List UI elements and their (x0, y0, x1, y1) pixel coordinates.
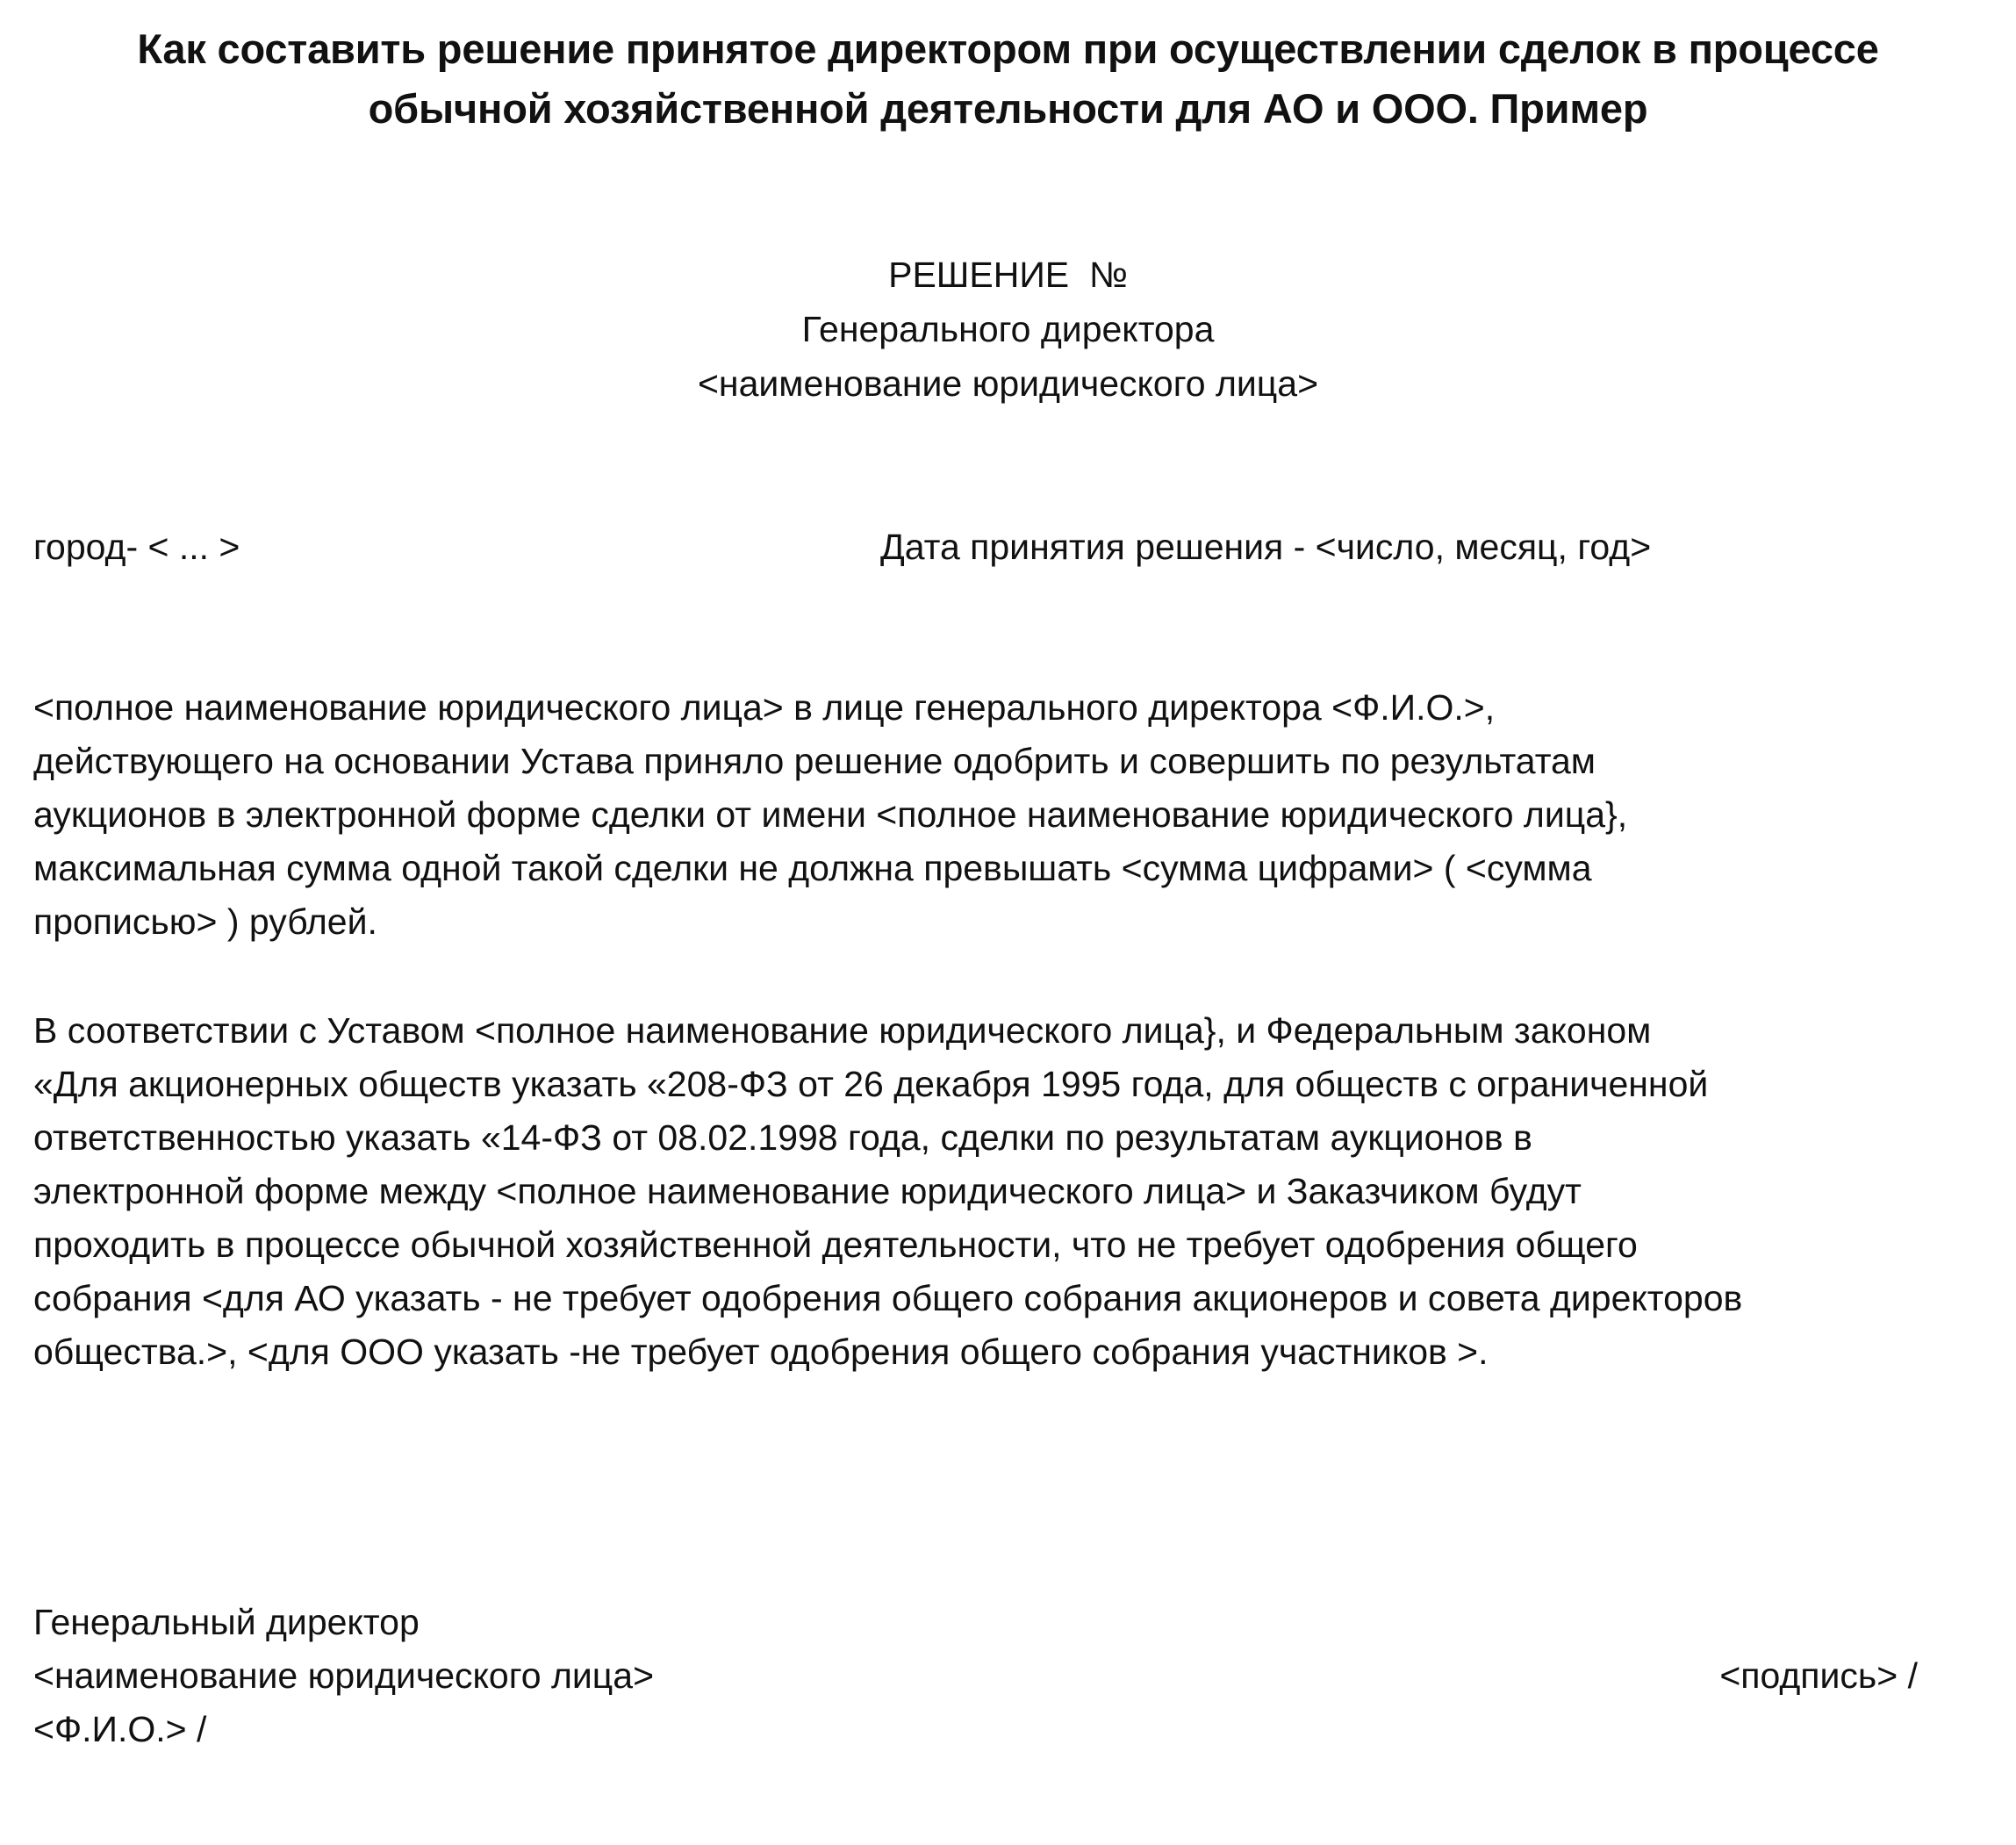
paragraph-line: ответственностью указать «14-ФЗ от 08.02.1998 года, сделки по результатам аукционов в (33, 1117, 1532, 1158)
signature-block (33, 1596, 654, 1756)
signature-name: <Ф.И.О.> / (33, 1709, 207, 1749)
signature-entity: <наименование юридического лица> (33, 1655, 655, 1696)
paragraph-line: собрания <для АО указать - не требует одобрения общего собрания акционеров и совета директоров (33, 1278, 1743, 1318)
paragraph-decision (33, 681, 1991, 949)
paragraph-line: прописью> ) рублей. (33, 901, 377, 942)
signature-placeholder: <подпись> / (1719, 1655, 1918, 1696)
document-title (0, 19, 2016, 139)
title-line: Как составить решение принятое директором при осуществлении сделок в процессе (137, 25, 1879, 72)
decision-date-field: Дата принятия решения - <число, месяц, год> (880, 527, 1652, 567)
decision-heading (0, 248, 2016, 411)
paragraph-line: «Для акционерных обществ указать «208-ФЗ от 26 декабря 1995 года, для обществ с ограниченной (33, 1064, 1709, 1104)
paragraph-line: аукционов в электронной форме сделки от имени <полное наименование юридического лица}, (33, 794, 1628, 835)
decision-position: Генерального директора (801, 309, 1215, 349)
paragraph-line: <полное наименование юридического лица> в лице генерального директора <Ф.И.О.>, (33, 687, 1496, 728)
decision-entity: <наименование юридического лица> (697, 363, 1319, 404)
paragraph-line: максимальная сумма одной такой сделки не должна превышать <сумма цифрами> ( <сумма (33, 848, 1592, 888)
title-line: обычной хозяйственной деятельности для АО и ООО. Пример (368, 85, 1648, 132)
paragraph-line: общества.>, <для ООО указать -не требует одобрения общего собрания участников >. (33, 1332, 1489, 1372)
paragraph-legal-basis (33, 1004, 1991, 1379)
paragraph-line: электронной форме между <полное наименование юридического лица> и Заказчиком будут (33, 1171, 1582, 1211)
city-field: город- < ... > (33, 527, 240, 567)
signature-position: Генеральный директор (33, 1602, 420, 1642)
paragraph-line: проходить в процессе обычной хозяйственной деятельности, что не требует одобрения общего (33, 1224, 1638, 1265)
decision-number-label: РЕШЕНИЕ № (888, 255, 1128, 295)
paragraph-line: действующего на основании Устава приняло решение одобрить и совершить по результатам (33, 741, 1596, 781)
paragraph-line: В соответствии с Уставом <полное наименование юридического лица}, и Федеральным законом (33, 1010, 1652, 1051)
